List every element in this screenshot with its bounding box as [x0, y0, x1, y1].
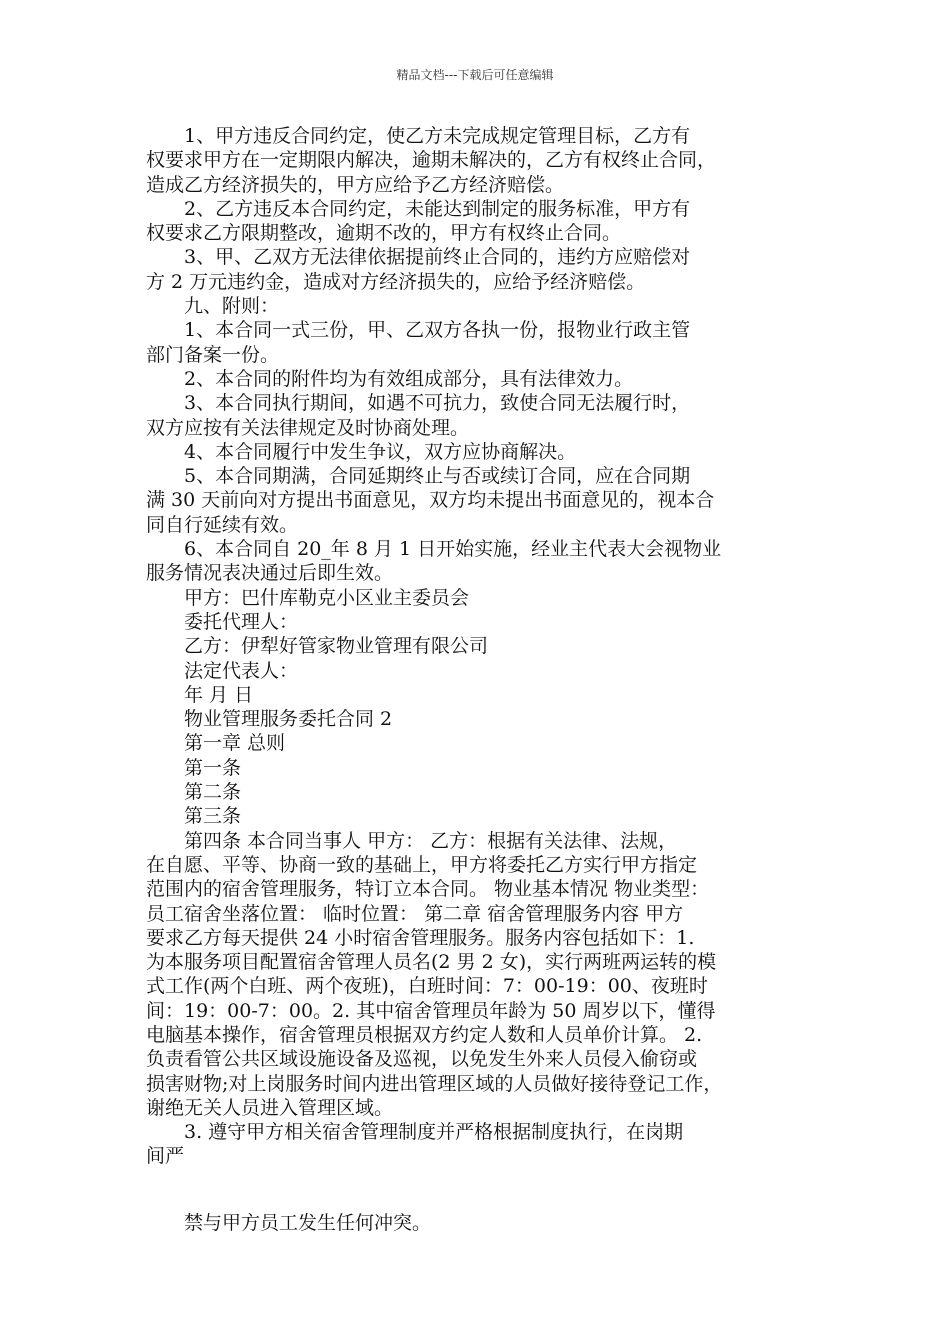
text-line: 同自行延续有效。 [146, 513, 299, 536]
article-line: 第一条 [146, 756, 242, 779]
text-line: 3. 遵守甲方相关宿舍管理制度并严格根据制度执行，在岗期 [146, 1121, 684, 1144]
contract-title: 物业管理服务委托合同 2 [146, 708, 393, 731]
text-line: 员工宿舍坐落位置： 临时位置： 第二章 宿舍管理服务内容 甲方 [146, 902, 684, 925]
article-line: 第三条 [146, 805, 242, 828]
text-line: 3、本合同执行期间，如遇不可抗力，致使合同无法履行时， [146, 392, 691, 415]
agent-line: 委托代理人： [146, 610, 299, 633]
text-line: 3、甲、乙双方无法律依据提前终止合同的，违约方应赔偿对 [146, 246, 691, 269]
text-line: 服务情况表决通过后即生效。 [146, 562, 394, 585]
text-line: 1、甲方违反合同约定，使乙方未完成规定管理目标，乙方有 [146, 125, 691, 147]
text-line: 4、本合同履行中发生争议，双方应协商解决。 [146, 440, 577, 463]
date-line: 年 月 日 [146, 683, 254, 706]
text-line: 负责看管公共区域设施设备及巡视，以免发生外来人员侵入偷窃或 [146, 1048, 698, 1071]
text-line: 2、乙方违反本合同约定，未能达到制定的服务标准，甲方有 [146, 197, 691, 220]
text-line: 间严 [146, 1145, 185, 1168]
text-line: 方 2 万元违约金，造成对方经济损失的，应给予经济赔偿。 [146, 270, 646, 293]
party-a-line: 甲方：巴什库勒克小区业主委员会 [146, 586, 470, 609]
text-line: 双方应按有关法律规定及时协商处理。 [146, 416, 470, 439]
text-line: 部门备案一份。 [146, 343, 280, 366]
text-line: 2、本合同的附件均为有效组成部分，具有法律效力。 [146, 367, 634, 390]
text-line: 为本服务项目配置宿舍管理人员名(2 男 2 女)，实行两班两运转的模 [146, 951, 717, 974]
party-b-line: 乙方：伊犁好管家物业管理有限公司 [146, 635, 489, 658]
text-line: 1、本合同一式三份，甲、乙双方各执一份，报物业行政主管 [146, 319, 691, 342]
text-line: 范围内的宿舍管理服务，特订立本合同。 物业基本情况 物业类型： [146, 878, 710, 901]
text-line: 权要求甲方在一定期限内解决，逾期未解决的，乙方有权终止合同， [146, 149, 717, 172]
text-line: 在自愿、平等、协商一致的基础上，甲方将委托乙方实行甲方指定 [146, 853, 698, 876]
text-line: 5、本合同期满，合同延期终止与否或续订合同，应在合同期 [146, 465, 691, 488]
text-line: 权要求乙方限期整改，逾期不改的，甲方有权终止合同。 [146, 222, 622, 245]
page-header: 精品文档---下载后可任意编辑 [396, 68, 554, 82]
text-line: 满 30 天前向对方提出书面意见，双方均未提出书面意见的，视本合 [146, 489, 715, 512]
text-line: 谢绝无关人员进入管理区域。 [146, 1096, 394, 1119]
text-line: 式工作(两个白班、两个夜班)，白班时间：7：00-19：00、夜班时 [146, 975, 708, 998]
text-line: 造成乙方经济损失的，甲方应给予乙方经济赔偿。 [146, 173, 565, 196]
text-line: 第四条 本合同当事人 甲方： 乙方：根据有关法律、法规， [146, 829, 678, 852]
text-line: 要求乙方每天提供 24 小时宿舍管理服务。服务内容包括如下：1. [146, 926, 695, 949]
legal-rep-line: 法定代表人： [146, 659, 299, 682]
text-line: 6、本合同自 20_年 8 月 1 日开始实施，经业主代表大会视物业 [146, 538, 722, 561]
chapter-heading: 第一章 总则 [146, 732, 286, 755]
text-line: 禁与甲方员工发生任何冲突。 [146, 1212, 432, 1235]
paragraph-gap [146, 1193, 814, 1211]
text-line [146, 1169, 814, 1193]
document-body [146, 124, 814, 1235]
text-line: 间：19：00-7：00。2. 其中宿舍管理员年龄为 50 周岁以下，懂得 [146, 999, 716, 1022]
text-line: 损害财物;对上岗服务时间内进出管理区域的人员做好接待登记工作， [146, 1072, 723, 1095]
text-line: 电脑基本操作，宿舍管理员根据双方约定人数和人员单价计算。 2. [146, 1023, 703, 1046]
section-heading: 九、附则： [146, 295, 280, 318]
article-line: 第二条 [146, 781, 242, 804]
